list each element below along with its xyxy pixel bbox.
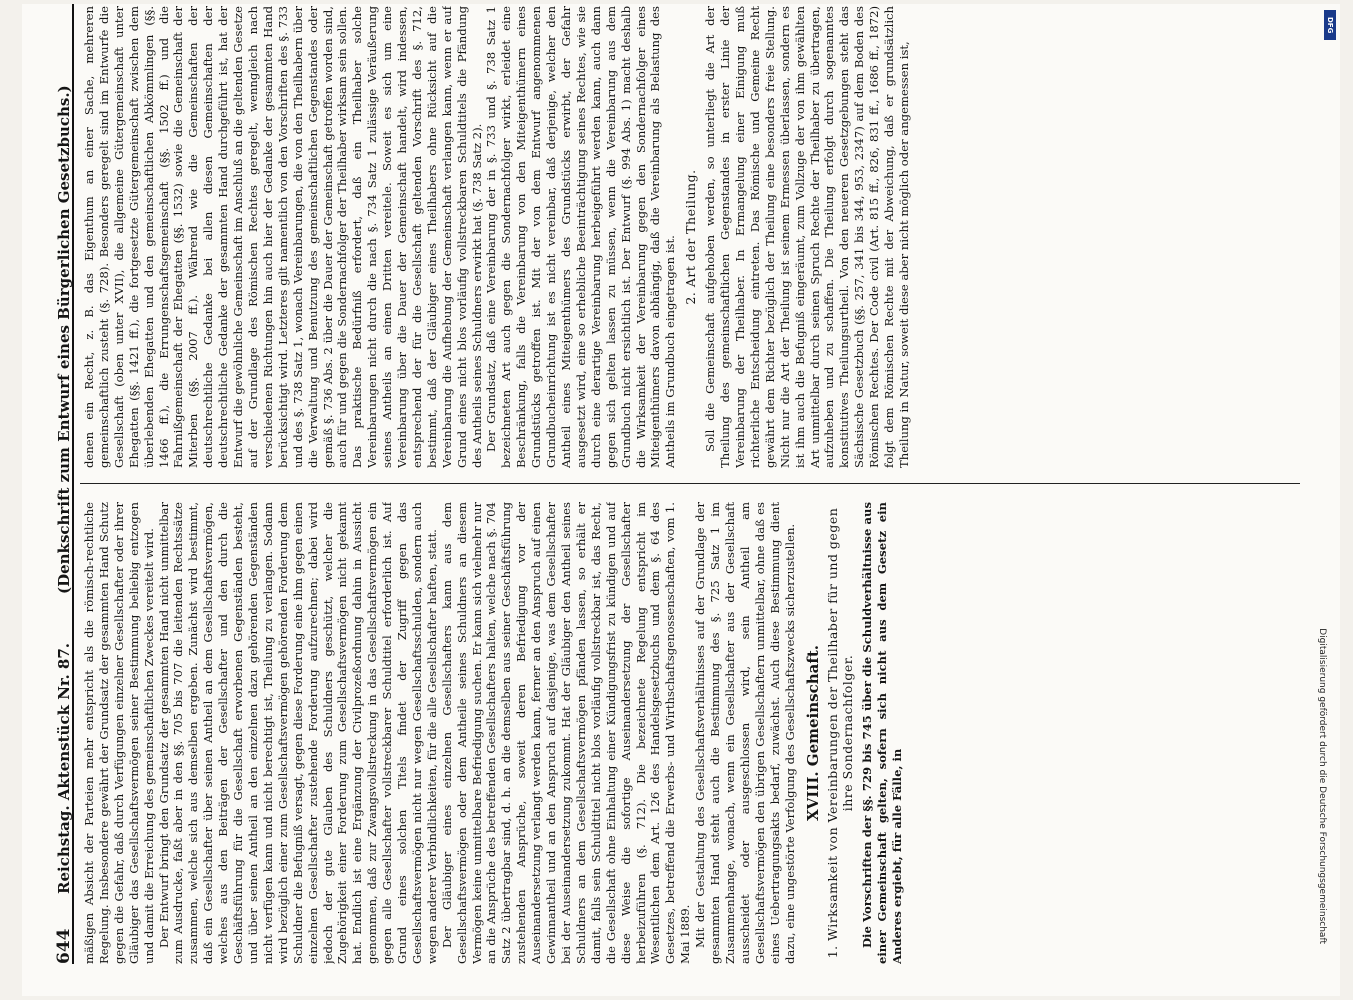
paragraph: Der Entwurf bringt den Grundsatz der gesammten Hand nicht unmittelbar zum Ausdrucke, faßt aber in den §§. 705 bis 707 die leitenden Rechtssätze zusammen, welche sich aus demselben ergeben. Zunächst wird bestimmt, daß ein Gesellschafter über seinen Antheil an dem Gesellschaftsvermögen, welches aus den Beiträgen der Gesellschafter und den durch die Geschäftsführung für die Gesellschaft erworbenen Gegenständen besteht, und über seinen Antheil an den einzelnen dazu gehörenden Gegenständen nicht verfügen kann und nicht berechtigt ist, Theilung zu verlangen. Sodann wird bezüglich einer zum Gesellschaftsvermögen gehörenden Forderung dem Schuldner die Befugniß versagt, gegen diese Forderung eine ihm gegen einen einzelnen Gesellschafter zustehende Forderung aufzurechnen; dabei wird jedoch der gute Glauben des Schuldners geschützt, welcher die Zugehörigkeit einer Forderung zum Gesellschaftsvermögen nicht gekannt hat. Endlich ist eine Ergänzung der Civilprozeßordnung dahin in Aussicht genommen, daß zur Zwangsvollstreckung in das Gesellschaftsvermögen ein gegen alle Gesellschafter vollstreckbarer Schuldtitel erforderlich ist. Auf Grund eines solchen Titels findet der Zugriff gegen das Gesellschaftsvermögen nicht nur wegen Gesellschaftsschulden, sondern auch wegen anderer Verbindlichkeiten, für die alle Gesellschafter haften, statt.: [156, 502, 439, 964]
subsection-heading: 2. Art der Theilung.: [683, 169, 699, 305]
scanned-page: [22, 4, 1340, 996]
digitization-footer: [1312, 44, 1332, 944]
running-head: [42, 4, 74, 964]
rotated-page-content: [42, 4, 1312, 964]
dfg-logo: DFG: [1324, 10, 1336, 40]
paragraph: Die Vorschriften der §§. 729 bis 745 über die Schuldverhältnisse aus einer Gemeinschaft gelten, sofern sich nicht aus dem Gesetz ein Anderes ergiebt, für alle Fälle, in: [860, 502, 905, 964]
subsection-heading: 1. Wirksamkeit von Vereinbarungen der Theilhaber für und gegen ihre Sondernachfolger.: [825, 507, 856, 959]
page-number: 644: [54, 928, 75, 964]
running-head-left: Reichstag. Aktenstück Nr. 87.: [55, 643, 74, 894]
paragraph: denen ein Recht, z. B. das Eigenthum an einer Sache, mehreren gemeinschaftlich zusteht (§. 728). Besonders geregelt sind im Entwurfe die Gesellschaft (oben unter XVII), die allgemeine Gütergemeinschaft unter Ehegatten (§§. 1421 ff.), die fortgesetzte Gütergemeinschaft zwischen dem überlebenden Ehegatten und den gemeinschaftlichen Abkömmlingen (§§. 1466 ff.), die Errungenschaftsgemeinschaft (§§. 1502 ff.) und die Fahrnißgemeinschaft der Ehegatten (§§. 1532) sowie die Gemeinschaft der Miterben (§§. 2007 ff.). Während wie die Gemeinschaften der deutschrechtliche Gedanke bei allen diesen Gemeinschaften der deutschrechtliche Gedanke der gesammten Hand durchgeführt ist, hat der Entwurf die gewöhnliche Gemeinschaft im Anschluß an die geltenden Gesetze auf der Grundlage des Römischen Rechtes geregelt, wenngleich nach verschiedenen Richtungen hin auch hier der Gedanke der gesammten Hand berücksichtigt wird. Letzteres gilt namentlich von den Vorschriften des §. 733 und des §. 738 Satz 1, wonach Vereinbarungen, die von den Theilhabern über die Verwaltung und Benutzung des gemeinschaftlichen Gegenstandes oder gemäß §. 736 Abs. 2 über die Dauer der Gemeinschaft getroffen worden sind, auch für und gegen die Sondernachfolger der Theilhaber wirksam sein sollen. Das praktische Bedürfniß erfordert, daß ein Theilhaber solche Vereinbarungen nicht durch die nach §. 734 Satz 1 zulässige Veräußerung seines Antheils an einen Dritten vereitele. Soweit es sich um eine Vereinbarung über die Dauer der Gemeinschaft handelt, wird indessen, entsprechend der für die Gesellschaft geltenden Vorschrift des §. 712, bestimmt, daß der Gläubiger eines Theilhabers ohne Rücksicht auf die Vereinbarung die Aufhebung der Gemeinschaft verlangen kann, wenn er auf Grund eines nicht blos vorläufig vollstreckbaren Schuldtitels die Pfändung des Antheils seines Schuldners erwirkt hat (§. 738 Satz 2).: [82, 6, 484, 468]
running-head-right: (Denkschrift zum Entwurf eines Bürgerlichen Gesetzbuchs.): [55, 85, 74, 594]
paragraph: Mit der Gestaltung des Gesellschaftsverhältnisses auf der Grundlage der gesammten Hand steht auch die Bestimmung des §. 725 Satz 1 im Zusammenhange, wonach, wenn ein Gesellschafter aus der Gesellschaft ausscheidet oder ausgeschlossen wird, sein Antheil am Gesellschaftsvermögen den übrigen Gesellschaftern unmittelbar, ohne daß es eines Uebertragungsakts bedarf, zuwächst. Auch diese Bestimmung dient dazu, eine ungestörte Verfolgung des Gesellschaftszwecks sicherzustellen.: [693, 502, 797, 964]
footer-text: Digitalisierung gefördert durch die Deutsche Forschungsgemeinschaft: [1317, 628, 1327, 944]
column-rule: [80, 483, 1300, 484]
left-column: [82, 502, 1307, 964]
paragraph: mäßigen Absicht der Parteien mehr entspricht als die römisch-rechtliche Regelung. Insbesondere gewährt der Grundsatz der gesammten Hand Schutz gegen die Gefahr, daß durch Verfügungen einzelner Gesellschafter oder ihrer Gläubiger das Gesellschaftsvermögen seiner Bestimmung beliebig entzogen und damit die Erreichung des gemeinschaftlichen Zweckes vereitelt wird.: [82, 502, 156, 964]
section-heading: XVIII. Gemeinschaft.: [803, 645, 822, 821]
right-column: [82, 6, 1307, 468]
paragraph: Soll die Gemeinschaft aufgehoben werden, so unterliegt die Art der Theilung des gemeinschaftlichen Gegenstandes in erster Linie der Vereinbarung der Theilhaber. In Ermangelung einer Einigung muß richterliche Entscheidung eintreten. Das Römische und Gemeine Recht gewährt dem Richter bezüglich der Theilung eine besonders freie Stellung. Nicht nur die Art der Theilung ist seinem Ermessen überlassen, sondern es ist ihm auch die Befugniß eingeräumt, zum Vollzuge der von ihm gewählten Art unmittelbar durch seinen Spruch Rechte der Theilhaber zu übertragen, aufzuheben und zu schaffen. Die Theilung erfolgt durch sogenanntes konstitutives Theilungsurtheil. Von den neueren Gesetzgebungen steht das Sächsische Gesetzbuch (§§. 257, 341 bis 344, 953, 2347) auf dem Boden des Römischen Rechtes. Der Code civil (Art. 815 ff., 826, 831 ff., 1686 ff., 1872) folgt dem Römischen Rechte mit der Abweichung, daß er grundsätzlich Theilung in Natur, soweit diese aber nicht möglich oder angemessen ist,: [703, 6, 911, 468]
paragraph: Der Grundsatz, daß eine Vereinbarung der in §. 733 und §. 738 Satz 1 bezeichneten Art auch gegen die Sondernachfolger wirkt, erleidet eine Beschränkung, falls die Vereinbarung von den Miteigenthümern eines Grundstücks getroffen ist. Mit der von dem Entwurf angenommenen Grundbucheinrichtung ist es nicht vereinbar, daß derjenige, welcher den Antheil eines Miteigenthümers des Grundstücks erwirbt, der Gefahr ausgesetzt wird, eine so erhebliche Beeinträchtigung seines Rechtes, wie sie durch eine derartige Vereinbarung herbeigeführt werden kann, auch dann gegen sich gelten lassen zu müssen, wenn die Vereinbarung aus dem Grundbuch nicht ersichtlich ist. Der Entwurf (§. 994 Abs. 1) macht deshalb die Wirksamkeit der Vereinbarung gegen den Sondernachfolger eines Miteigenthümers davon abhängig, daß die Vereinbarung als Belastung des Antheils im Grundbuch eingetragen ist.: [484, 6, 678, 468]
paragraph: Der Gläubiger eines einzelnen Gesellschafters kann aus dem Gesellschaftsvermögen oder dem Antheile seines Schuldners an diesem Vermögen keine unmittelbare Befriedigung suchen. Er kann sich vielmehr nur an die Ansprüche des betreffenden Gesellschafters halten, welche nach §. 704 Satz 2 übertragbar sind, d. h. an die demselben aus seiner Geschäftsführung zustehenden Ansprüche, soweit deren Befriedigung vor der Auseinandersetzung verlangt werden kann, ferner an den Anspruch auf einen Gewinnantheil und an den Anspruch auf dasjenige, was dem Gesellschafter bei der Auseinandersetzung zukommt. Hat der Gläubiger den Antheil seines Schuldners an dem Gesellschaftsvermögen pfänden lassen, so erhält er damit, falls sein Schuldtitel nicht blos vorläufig vollstreckbar ist, das Recht, die Gesellschaft ohne Einhaltung einer Kündigungsfrist zu kündigen und auf diese Weise die sofortige Auseinandersetzung der Gesellschafter herbeizuführen (§. 712). Die bezeichnete Regelung entspricht im Wesentlichen dem Art. 126 des Handelsgesetzbuchs und dem §. 64 des Gesetzes, betreffend die Erwerbs- und Wirthschaftsgenossenschaften, vom 1. Mai 1889.: [439, 502, 693, 964]
